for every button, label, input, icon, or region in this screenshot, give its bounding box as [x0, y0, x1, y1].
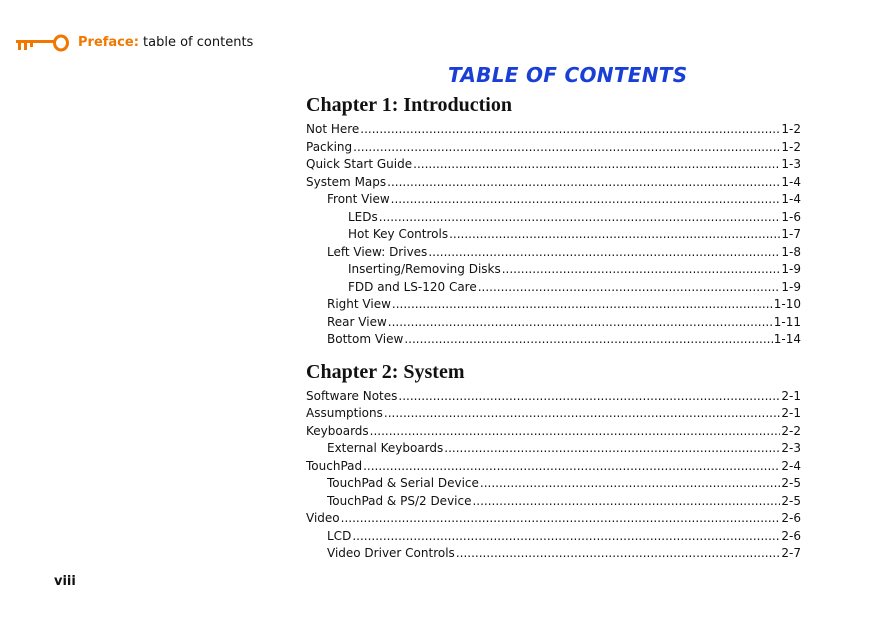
toc-entry[interactable]: [306, 314, 801, 332]
toc-entry[interactable]: [306, 174, 801, 192]
toc-entry-page: 1-9: [781, 262, 801, 276]
dot-leader: [352, 528, 780, 546]
table-of-contents: [306, 92, 801, 563]
toc-entry[interactable]: [306, 545, 801, 563]
toc-entry-page: 2-6: [781, 511, 801, 525]
key-icon: [14, 33, 70, 53]
toc-entry[interactable]: [306, 475, 801, 493]
toc-entry-label: Hot Key Controls: [348, 227, 449, 241]
toc-entry[interactable]: [306, 440, 801, 458]
toc-entry-page: 1-2: [781, 122, 801, 136]
toc-entry-label: TouchPad & PS/2 Device: [327, 493, 472, 508]
dot-leader: [384, 405, 781, 423]
dot-leader: [449, 226, 780, 244]
toc-entry[interactable]: [306, 226, 801, 244]
toc-entry[interactable]: [306, 156, 801, 174]
toc-entry-page: 1-4: [781, 174, 801, 189]
dot-leader: [478, 279, 781, 297]
toc-entry-label: Right View: [327, 297, 391, 311]
dot-leader: [353, 139, 780, 157]
header-text: [78, 34, 253, 52]
toc-entry-page: 2-5: [781, 493, 801, 508]
dot-leader: [370, 423, 781, 441]
toc-entry[interactable]: [306, 331, 801, 349]
toc-entry-label: External Keyboards: [327, 441, 444, 455]
dot-leader: [391, 191, 781, 209]
toc-entry-page: 1-9: [781, 279, 801, 294]
toc-entry-page: 1-3: [781, 157, 801, 171]
toc-entry-page: 1-8: [781, 244, 801, 259]
dot-leader: [360, 121, 780, 139]
toc-entry-page: 2-2: [781, 423, 801, 438]
dot-leader: [472, 493, 780, 511]
dot-leader: [379, 209, 781, 227]
toc-entry-label: Not Here: [306, 122, 360, 136]
dot-leader: [428, 244, 780, 262]
dot-leader: [341, 510, 781, 528]
toc-entry-label: Video Driver Controls: [327, 546, 455, 560]
toc-entry-page: 1-2: [781, 139, 801, 154]
toc-entry-label: TouchPad & Serial Device: [327, 476, 479, 490]
dot-leader: [387, 174, 780, 192]
toc-entry-page: 1-11: [773, 314, 801, 329]
toc-entry[interactable]: [306, 528, 801, 546]
toc-entry-page: 1-10: [773, 297, 801, 311]
toc-entry[interactable]: [306, 423, 801, 441]
toc-entry-label: System Maps: [306, 174, 387, 189]
toc-entry-page: 1-14: [773, 332, 801, 346]
toc-entry-page: 2-6: [781, 528, 801, 543]
toc-entry-label: Bottom View: [327, 332, 404, 346]
toc-entry[interactable]: [306, 388, 801, 406]
header-label: table of contents: [143, 35, 254, 50]
toc-entry-page: 1-7: [781, 227, 801, 241]
dot-leader: [398, 388, 780, 406]
toc-entry-label: TouchPad: [306, 458, 363, 473]
toc-entry[interactable]: [306, 296, 801, 314]
toc-entry[interactable]: [306, 279, 801, 297]
toc-entry-page: 1-4: [781, 192, 801, 206]
toc-entry[interactable]: [306, 244, 801, 262]
dot-leader: [363, 458, 780, 476]
toc-entry[interactable]: [306, 121, 801, 139]
dot-leader: [388, 314, 773, 332]
toc-entry-label: Rear View: [327, 314, 387, 329]
toc-entry-label: Inserting/Removing Disks: [348, 262, 501, 276]
toc-entry-label: Video: [306, 511, 340, 525]
toc-entry[interactable]: [306, 209, 801, 227]
toc-entry[interactable]: [306, 405, 801, 423]
toc-entry-label: Packing: [306, 139, 353, 154]
toc-entry[interactable]: [306, 139, 801, 157]
toc-entry-label: Keyboards: [306, 423, 369, 438]
toc-entry-label: Software Notes: [306, 388, 398, 403]
chapter-heading: Chapter 1: Introduction: [306, 94, 512, 116]
toc-entry[interactable]: [306, 510, 801, 528]
toc-entry[interactable]: [306, 191, 801, 209]
chapter-heading: Chapter 2: System: [306, 360, 465, 383]
dot-leader: [404, 331, 772, 349]
header-prefix: Preface:: [78, 35, 139, 50]
toc-entry[interactable]: [306, 261, 801, 279]
toc-entry-page: 2-7: [781, 546, 801, 560]
chapter-gap: [306, 349, 801, 359]
toc-entry-page: 2-4: [781, 458, 801, 473]
toc-entry-label: Assumptions: [306, 406, 383, 420]
page-header: [14, 33, 253, 53]
toc-entry-page: 2-1: [781, 388, 801, 403]
toc-entry-label: LEDs: [348, 209, 378, 224]
page-number: viii: [54, 574, 76, 589]
dot-leader: [413, 156, 780, 174]
toc-entry-page: 1-6: [781, 209, 801, 224]
toc-entry-page: 2-3: [781, 441, 801, 455]
dot-leader: [444, 440, 780, 458]
toc-entry-label: LCD: [327, 528, 352, 543]
toc-entry-label: Front View: [327, 192, 390, 206]
toc-entry-label: Quick Start Guide: [306, 157, 413, 171]
toc-entry-label: FDD and LS-120 Care: [348, 279, 477, 294]
toc-entry-page: 2-1: [781, 406, 801, 420]
dot-leader: [392, 296, 773, 314]
dot-leader: [480, 475, 780, 493]
dot-leader: [502, 261, 781, 279]
toc-entry-label: Left View: Drives: [327, 244, 428, 259]
toc-entry[interactable]: [306, 493, 801, 511]
toc-entry[interactable]: [306, 458, 801, 476]
dot-leader: [456, 545, 781, 563]
document-title: TABLE OF CONTENTS: [448, 63, 688, 87]
toc-entry-page: 2-5: [781, 476, 801, 490]
